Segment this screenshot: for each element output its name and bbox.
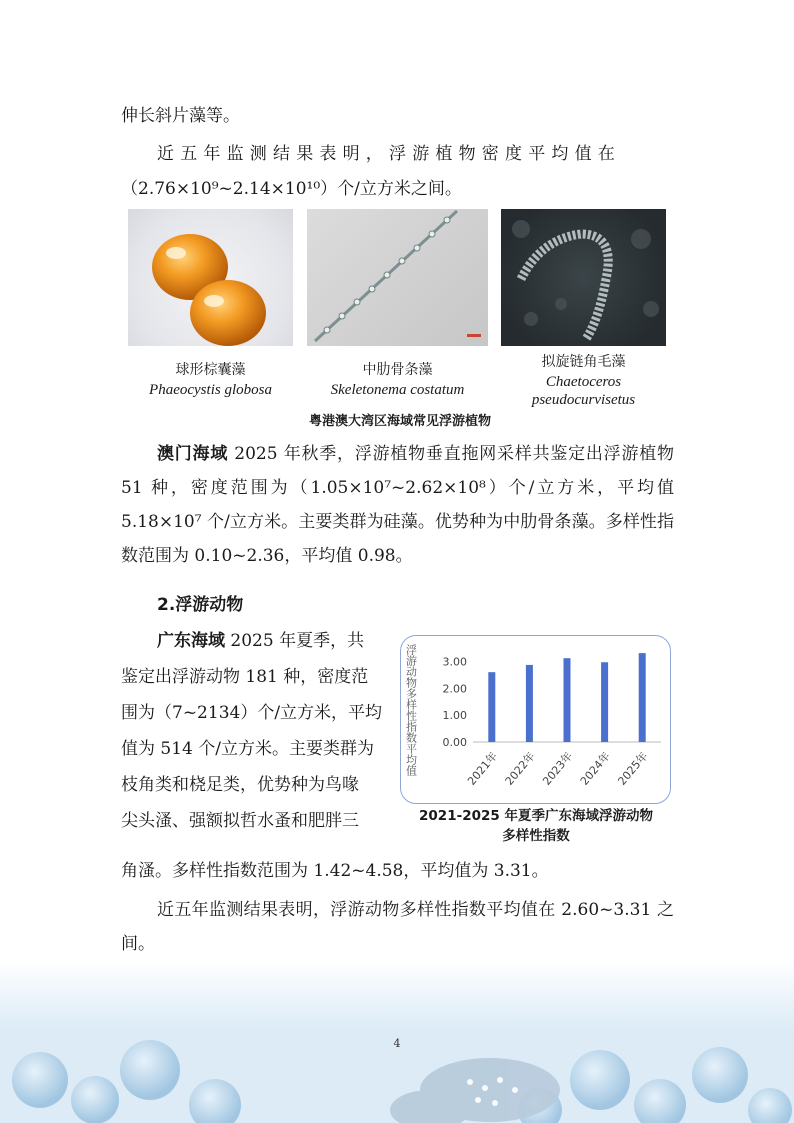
- page-number: 4: [393, 1037, 401, 1050]
- paragraph-phyto-summary-line1: 近五年监测结果表明，浮游植物密度平均值在: [157, 144, 621, 164]
- paragraph-intro-end: 伸长斜片藻等。: [121, 106, 240, 126]
- y-tick-label: 2.00: [442, 682, 467, 696]
- figure-title: 粤港澳大湾区海域常见浮游植物: [308, 414, 491, 429]
- x-tick-label: 2023年: [540, 749, 576, 788]
- paragraph-guangdong: 广东海域 2025 年夏季，共 鉴定出浮游动物 181 种，密度范 围为（7~2134）个/立方米，平均 值为 514 个/立方米。主要类群为 枝角类和桡足类，优势种为鸟喙 尖头溞、强额拟哲水蚤和肥胖三: [121, 631, 383, 831]
- x-tick-label: 2021年: [465, 749, 501, 788]
- skeletonema-photo: [307, 209, 488, 346]
- chaetoceros-photo: [501, 209, 666, 346]
- bar: [488, 672, 495, 742]
- section-heading: 2.浮游动物: [157, 595, 244, 615]
- bar: [526, 665, 533, 742]
- bar: [564, 658, 571, 742]
- x-tick-label: 2022年: [502, 749, 538, 788]
- y-tick-label: 1.00: [442, 709, 467, 723]
- y-tick-label: 0.00: [442, 736, 467, 749]
- diversity-chart: [400, 635, 671, 804]
- species-caption-3: 拟旋链角毛藻 Chaetoceros pseudocurvisetus: [531, 354, 636, 408]
- paragraph-guangdong-end: 角溞。多样性指数范围为 1.42~4.58，平均值为 3.31。: [121, 861, 549, 881]
- species-caption-1: 球形棕囊藻 Phaeocystis globosa: [149, 362, 272, 398]
- guangdong-label: 广东海域: [157, 631, 225, 651]
- chart-caption: 2021-2025 年夏季广东海域浮游动物 多样性指数: [419, 808, 653, 844]
- y-tick-label: 3.00: [442, 655, 467, 669]
- macau-label: 澳门海域: [157, 444, 229, 464]
- x-tick-label: 2024年: [577, 749, 613, 788]
- bar: [639, 653, 646, 742]
- diversity-chart-svg: [401, 636, 670, 803]
- paragraph-phyto-summary-line2: （2.76×10⁹~2.14×10¹⁰）个/立方米之间。: [121, 179, 462, 199]
- species-caption-2: 中肋骨条藻 Skeletonema costatum: [330, 362, 465, 398]
- y-axis-label: 浮游动物多样性指数平均值: [404, 644, 418, 776]
- x-tick-label: 2025年: [615, 749, 651, 788]
- phaeocystis-photo: [128, 209, 293, 346]
- paragraph-zoo-summary: 近五年监测结果表明，浮游动物多样性指数平均值在 2.60~3.31 之间。: [121, 900, 674, 954]
- paragraph-macau: 澳门海域 2025 年秋季，浮游植物垂直拖网采样共鉴定出浮游植物 51 种，密度范围为（1.05×10⁷~2.62×10⁸）个/立方米，平均值 5.18×10⁷ 个/立方米。主要类群为硅藻。优势种为中肋骨条藻。多样性指数范围为 0.10~2.36，平均值 0.98。: [121, 444, 675, 566]
- bar: [601, 662, 608, 742]
